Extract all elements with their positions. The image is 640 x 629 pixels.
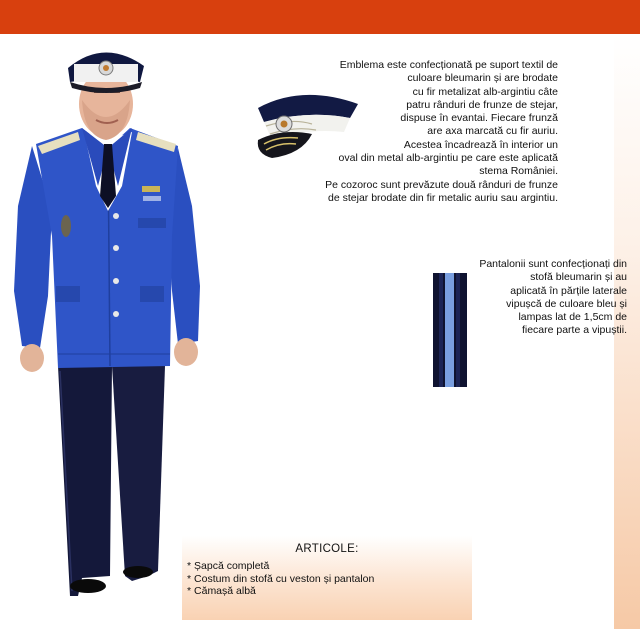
list-item: * Cămașă albă: [187, 585, 374, 598]
articles-list: [187, 560, 374, 598]
top-banner: [0, 0, 640, 34]
list-item: * Șapcă completă: [187, 560, 374, 573]
trousers-description: Pantalonii sunt confecționați din stofă bleumarin și au aplicată în părțile laterale vipușcă de culoare bleu și lampas lat de 1,5cm de fiecare parte a vipuștii.: [479, 258, 627, 337]
articles-panel: [182, 536, 472, 620]
trousers-stripe-image: [433, 273, 467, 387]
list-item: * Costum din stofă cu veston și pantalon: [187, 573, 374, 586]
cap-image: [252, 88, 362, 160]
officer-photo: [0, 36, 215, 601]
emblem-description: Emblema este confecționată pe suport textil de culoare bleumarin și are brodate cu fir metalizat alb-argintiu câte patru rânduri de frunze de stejar, dispuse în evantai. Fiecare frunză are axa marcată cu fir auriu. Acestea încadrează în interior un oval din metal alb-argintiu pe care este aplicată stema României. Pe cozoroc sunt prevăzute două rânduri de frunze de stejar brodate din fir metalic auriu sau argintiu.: [325, 59, 558, 204]
articles-title: ARTICOLE:: [295, 543, 359, 555]
